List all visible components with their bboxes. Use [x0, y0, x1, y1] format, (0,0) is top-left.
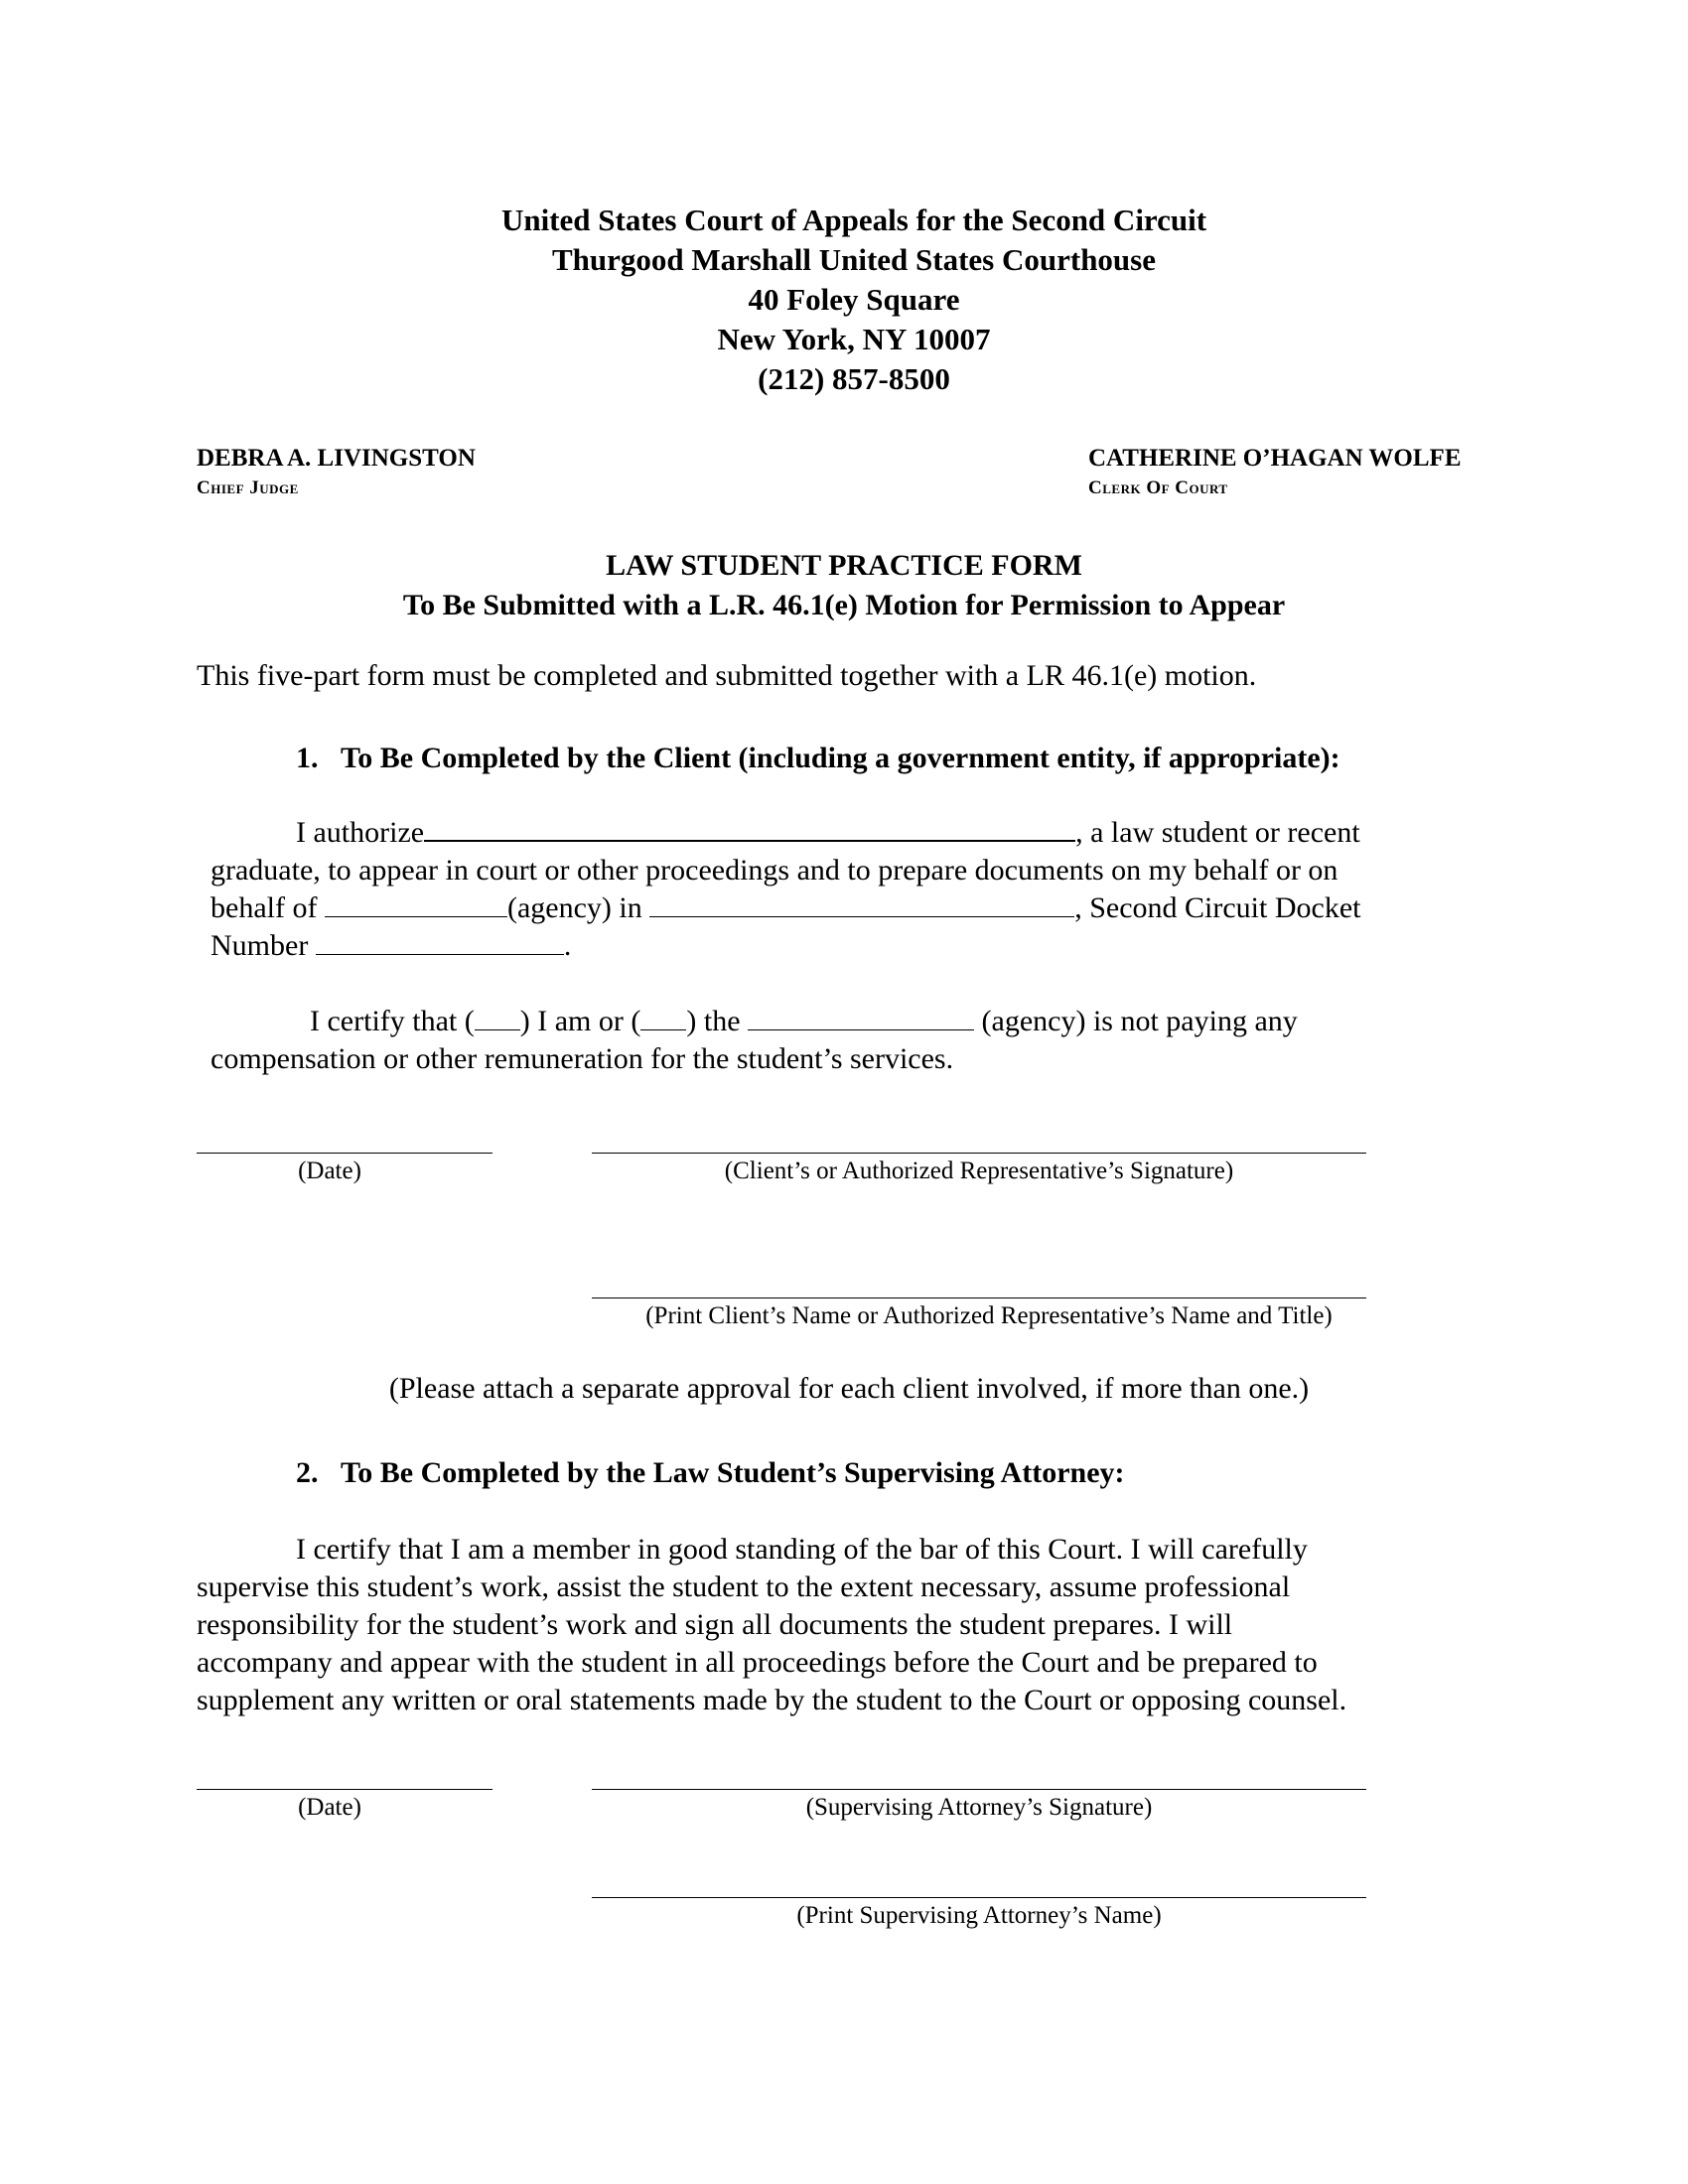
certify-text-b: ) I am or (	[519, 1005, 641, 1037]
section-2-heading	[296, 1456, 1125, 1490]
authorization-paragraph	[211, 814, 1361, 965]
attach-note: (Please attach a separate approval for each client involved, if more than one.)	[388, 1372, 1310, 1405]
attorney-print-name-label: (Print Supervising Attorney’s Name)	[796, 1902, 1162, 1929]
agency-field[interactable]	[325, 892, 507, 917]
court-phone: (212) 857-8500	[758, 361, 950, 396]
chief-judge-title: Chief Judge	[197, 478, 299, 498]
attorney-date-line[interactable]	[197, 1789, 492, 1790]
authorize-text-c: behalf of	[211, 891, 318, 924]
form-title: LAW STUDENT PRACTICE FORM	[606, 549, 1082, 582]
attorney-line-2: supervise this student’s work, assist the student to the extent necessary, assume professional	[197, 1570, 1291, 1603]
form-intro: This five-part form must be completed and submitted together with a LR 46.1(e) motion.	[197, 659, 1257, 692]
student-name-field[interactable]	[424, 816, 1075, 842]
court-header	[0, 201, 1688, 399]
attorney-date-label: (Date)	[298, 1794, 361, 1821]
docket-number-field[interactable]	[316, 930, 564, 955]
form-subtitle: To Be Submitted with a L.R. 46.1(e) Motion for Permission to Appear	[402, 589, 1286, 621]
client-checkbox[interactable]	[475, 1006, 520, 1030]
authorize-text-b: , a law student or recent	[1075, 816, 1360, 849]
client-signature-line[interactable]	[592, 1153, 1366, 1154]
certify-text-a: I certify that (	[310, 1005, 475, 1037]
authorize-text-e: , Second Circuit Docket	[1074, 891, 1361, 924]
authorize-text-a: I authorize	[296, 816, 425, 849]
attorney-line-1: I certify that I am a member in good standing of the bar of this Court. I will carefully	[296, 1533, 1308, 1566]
authorize-text-f: Number	[211, 929, 309, 962]
certify-line-2: compensation or other remuneration for the student’s services.	[211, 1042, 954, 1075]
authorize-text-d: (agency) in	[506, 891, 642, 924]
attorney-signature-line[interactable]	[592, 1789, 1366, 1790]
case-name-field[interactable]	[649, 892, 1074, 917]
chief-judge-name: DEBRA A. LIVINGSTON	[197, 445, 476, 472]
court-name: United States Court of Appeals for the Second Circuit	[500, 203, 1207, 237]
form-title-block	[0, 546, 1688, 625]
attorney-line-5: supplement any written or oral statements made by the student to the Court or opposing counsel.	[197, 1684, 1347, 1716]
supervising-attorney-paragraph	[197, 1531, 1346, 1719]
client-date-label: (Date)	[298, 1158, 361, 1184]
certification-paragraph	[211, 1003, 1298, 1078]
client-date-line[interactable]	[197, 1153, 492, 1154]
authorize-text-g: .	[563, 929, 572, 962]
client-print-name-label: (Print Client’s Name or Authorized Representative’s Name and Title)	[645, 1302, 1333, 1329]
agency-checkbox[interactable]	[640, 1006, 686, 1030]
attorney-line-3: responsibility for the student’s work and sign all documents the student prepares. I will	[197, 1608, 1233, 1641]
attorney-line-4: accompany and appear with the student in all proceedings before the Court and be prepared to	[197, 1646, 1318, 1679]
attorney-signature-label: (Supervising Attorney’s Signature)	[805, 1794, 1153, 1821]
court-city: New York, NY 10007	[717, 322, 991, 356]
section-1-heading	[296, 742, 1340, 775]
client-signature-label: (Client’s or Authorized Representative’s Signature)	[724, 1158, 1234, 1184]
client-print-name-line[interactable]	[592, 1297, 1366, 1298]
authorize-line-2: graduate, to appear in court or other proceedings and to prepare documents on my behalf or on	[211, 854, 1338, 887]
certify-text-c: ) the	[686, 1005, 741, 1037]
attorney-print-name-line[interactable]	[592, 1897, 1366, 1898]
court-street: 40 Foley Square	[748, 282, 960, 317]
certify-text-d: (agency) is not paying any	[974, 1005, 1298, 1037]
clerk-title: Clerk Of Court	[1088, 478, 1228, 498]
clerk-name: CATHERINE O’HAGAN WOLFE	[1088, 445, 1462, 472]
section-1-number: 1.	[296, 742, 319, 774]
courthouse-name: Thurgood Marshall United States Courthouse	[552, 242, 1156, 277]
section-2-title: To Be Completed by the Law Student’s Supervising Attorney:	[341, 1456, 1125, 1489]
section-1-title: To Be Completed by the Client (including a government entity, if appropriate):	[341, 742, 1340, 774]
certify-agency-field[interactable]	[748, 1006, 974, 1030]
section-2-number: 2.	[296, 1456, 319, 1489]
